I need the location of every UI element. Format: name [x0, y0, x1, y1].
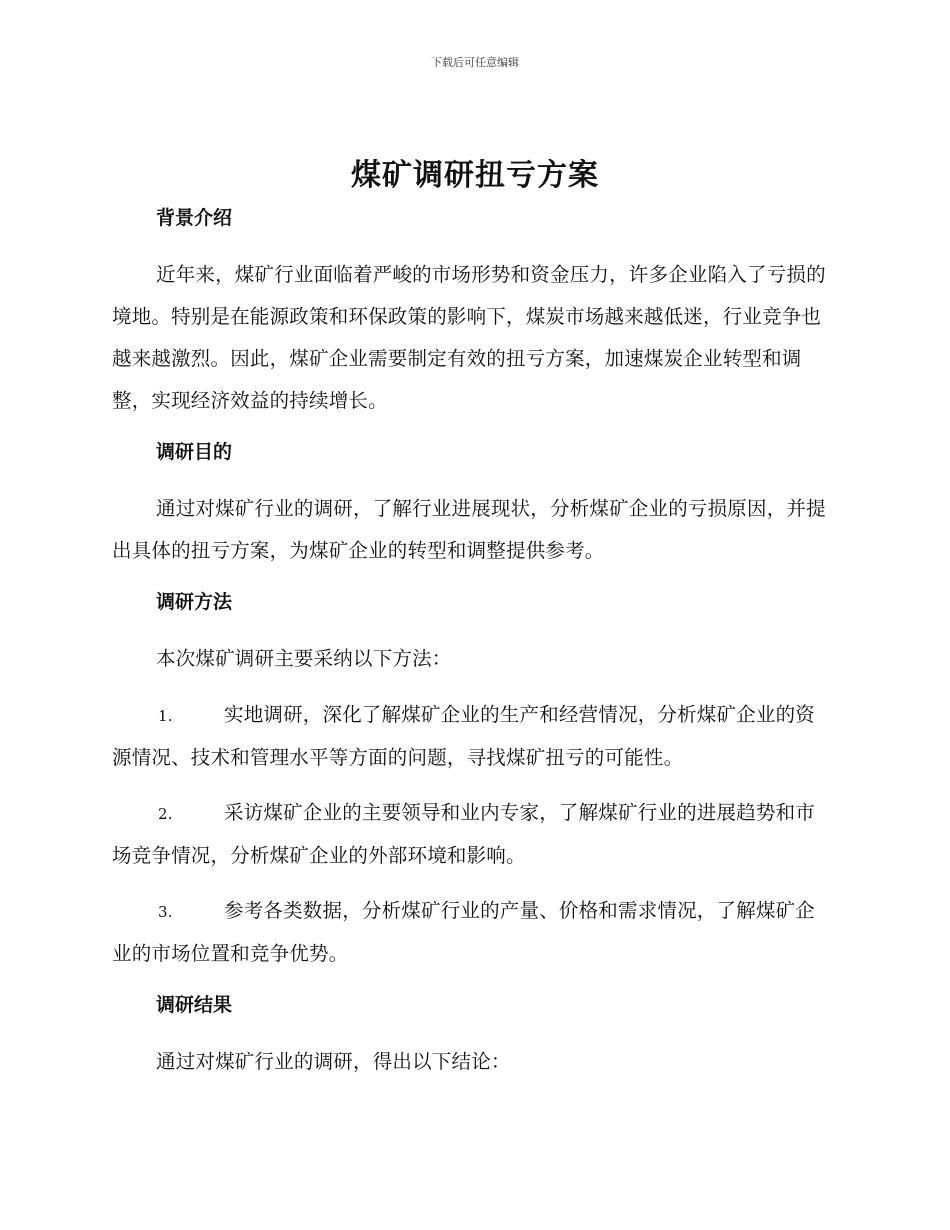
- document-body: [112, 202, 832, 1097]
- section-heading-background: 背景介绍: [156, 207, 233, 229]
- section-paragraph-results: 通过对煤矿行业的调研，得出以下结论：: [156, 1050, 511, 1073]
- document-title: 煤矿调研扭亏方案: [351, 158, 599, 193]
- list-item-text: 实地调研，深化了解煤矿企业的生产和经营情况，分析煤矿企业的资源情况、技术和管理水平等方面的问题，寻找煤矿扭亏的可能性。: [112, 703, 816, 769]
- method-list-item-1: [112, 694, 832, 779]
- list-item-text: 采访煤矿企业的主要领导和业内专家，了解煤矿行业的进展趋势和市场竞争情况，分析煤矿企业的外部环境和影响。: [112, 801, 816, 867]
- section-paragraph-background: 近年来，煤矿行业面临着严峻的市场形势和资金压力，许多企业陷入了亏损的境地。特别是在能源政策和环保政策的影响下，煤炭市场越来越低迷，行业竞争也越来越激烈。因此，煤矿企业需要制定有效的扭亏方案，加速煤炭企业转型和调整，实现经济效益的持续增长。: [112, 263, 826, 412]
- list-item-text: 参考各类数据，分析煤矿行业的产量、价格和需求情况，了解煤矿企业的市场位置和竞争优势。: [112, 899, 816, 965]
- list-number: 1.: [158, 707, 173, 725]
- page-header-note: 下载后可任意编辑: [431, 56, 519, 69]
- list-number: 3.: [158, 903, 173, 921]
- section-paragraph-purpose: 通过对煤矿行业的调研，了解行业进展现状，分析煤矿企业的亏损原因，并提出具体的扭亏方案，为煤矿企业的转型和调整提供参考。: [112, 497, 826, 562]
- list-number: 2.: [158, 805, 173, 823]
- section-paragraph-methods: 本次煤矿调研主要采纳以下方法：: [156, 647, 452, 670]
- section-heading-results: 调研结果: [156, 994, 233, 1016]
- method-list-item-2: [112, 792, 832, 877]
- section-heading-methods: 调研方法: [156, 591, 233, 613]
- section-heading-purpose: 调研目的: [156, 441, 233, 463]
- method-list-item-3: [112, 890, 832, 975]
